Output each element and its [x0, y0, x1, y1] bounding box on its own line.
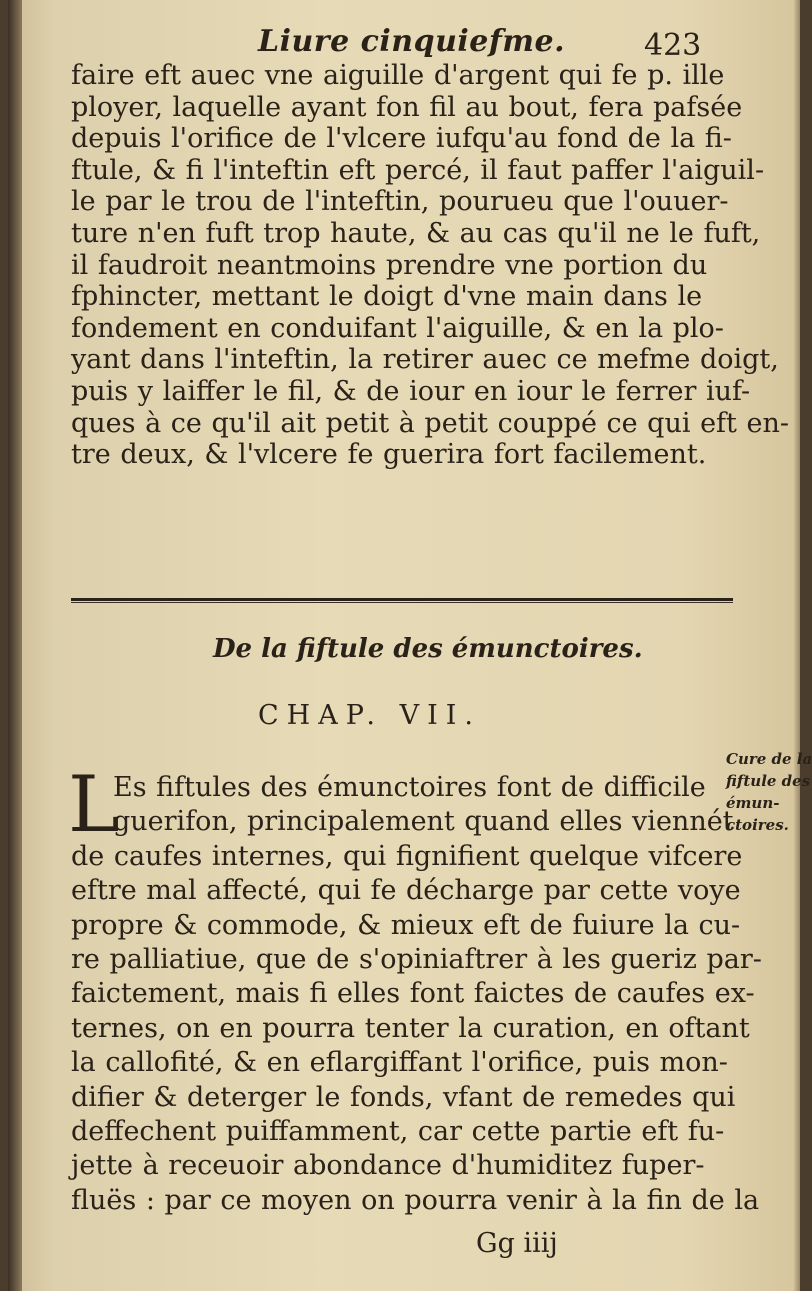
section-divider: [71, 598, 733, 601]
margin-note: [726, 748, 812, 836]
running-head: [8, 14, 800, 63]
text-line: de caufes internes, qui fignifient quelque vifcere: [71, 840, 743, 872]
margin-note-line: fiftule des: [726, 772, 811, 790]
signature-mark: Gg iiij: [476, 1228, 558, 1259]
text-line: ternes, on en pourra tenter la curation, en oftant: [71, 1012, 750, 1044]
text-line: ftule, & fi l'inteftin eft percé, il faut paffer l'aiguil-: [71, 154, 765, 186]
text-line: guerifon, principalement quand elles viennét: [113, 806, 734, 838]
margin-note-line: émun-: [726, 794, 780, 812]
text-line: ture n'en fuft trop haute, & au cas qu'il ne le fuft,: [71, 217, 761, 249]
text-line: ques à ce qu'il ait petit à petit couppé ce qui eft en-: [71, 407, 789, 439]
chapter-label: CHAP. VII.: [258, 700, 481, 731]
section-title: De la fiftule des émunctoires.: [213, 634, 643, 664]
text-line: fluës : par ce moyen on pourra venir à la fin de la: [71, 1184, 760, 1216]
page-number: 423: [644, 28, 702, 63]
text-line: faictement, mais fi elles font faictes de caufes ex-: [71, 978, 755, 1010]
text-line: faire eft auec vne aiguille d'argent qui fe p. ille: [71, 60, 725, 91]
text-line: la callofité, & en eflargiffant l'orifice, puis mon-: [71, 1047, 728, 1079]
section-divider-thin: [71, 602, 733, 603]
text-line: depuis l'orifice de l'vlcere iufqu'au fond de la fi-: [71, 123, 732, 155]
text-line: fondement en conduifant l'aiguille, & en la plo-: [71, 312, 724, 344]
text-line: tre deux, & l'vlcere fe guerira fort facilement.: [71, 439, 707, 471]
margin-note-line: ctoires.: [726, 816, 789, 834]
text-line: Es fiftules des émunctoires font de difficile: [113, 772, 706, 803]
text-line: fphincter, mettant le doigt d'vne main dans le: [71, 281, 703, 313]
text-line: difier & deterger le fonds, vfant de remedes qui: [71, 1081, 736, 1113]
paragraph-2: [71, 772, 762, 1221]
book-spine: [8, 0, 22, 1291]
running-title: Liure cinquiefme.: [258, 24, 566, 59]
text-line: yant dans l'inteftin, la retirer auec ce mefme doigt,: [71, 344, 779, 376]
text-line: ployer, laquelle ayant fon fil au bout, fera pafsée: [71, 91, 743, 123]
text-line: il faudroit neantmoins prendre vne portion du: [71, 249, 708, 281]
page-edge: [794, 0, 800, 1291]
text-line: deffechent puiffamment, car cette partie eft fu-: [71, 1115, 725, 1147]
text-line: eftre mal affecté, qui fe décharge par cette voye: [71, 875, 741, 907]
text-line: jette à receuoir abondance d'humiditez fuper-: [71, 1150, 705, 1182]
drop-cap: L: [68, 760, 120, 850]
text-line: puis y laiffer le fil, & de iour en iour le ferrer iuf-: [71, 375, 751, 407]
text-line: propre & commode, & mieux eft de fuiure la cu-: [71, 909, 741, 941]
text-line: re palliatiue, que de s'opiniaftrer à les gueriz par-: [71, 943, 762, 975]
text-line: le par le trou de l'inteftin, pourueu que l'ouuer-: [71, 186, 729, 218]
paragraph-1: [71, 60, 789, 473]
book-page: [8, 0, 812, 1291]
margin-note-line: Cure de la: [726, 750, 812, 768]
